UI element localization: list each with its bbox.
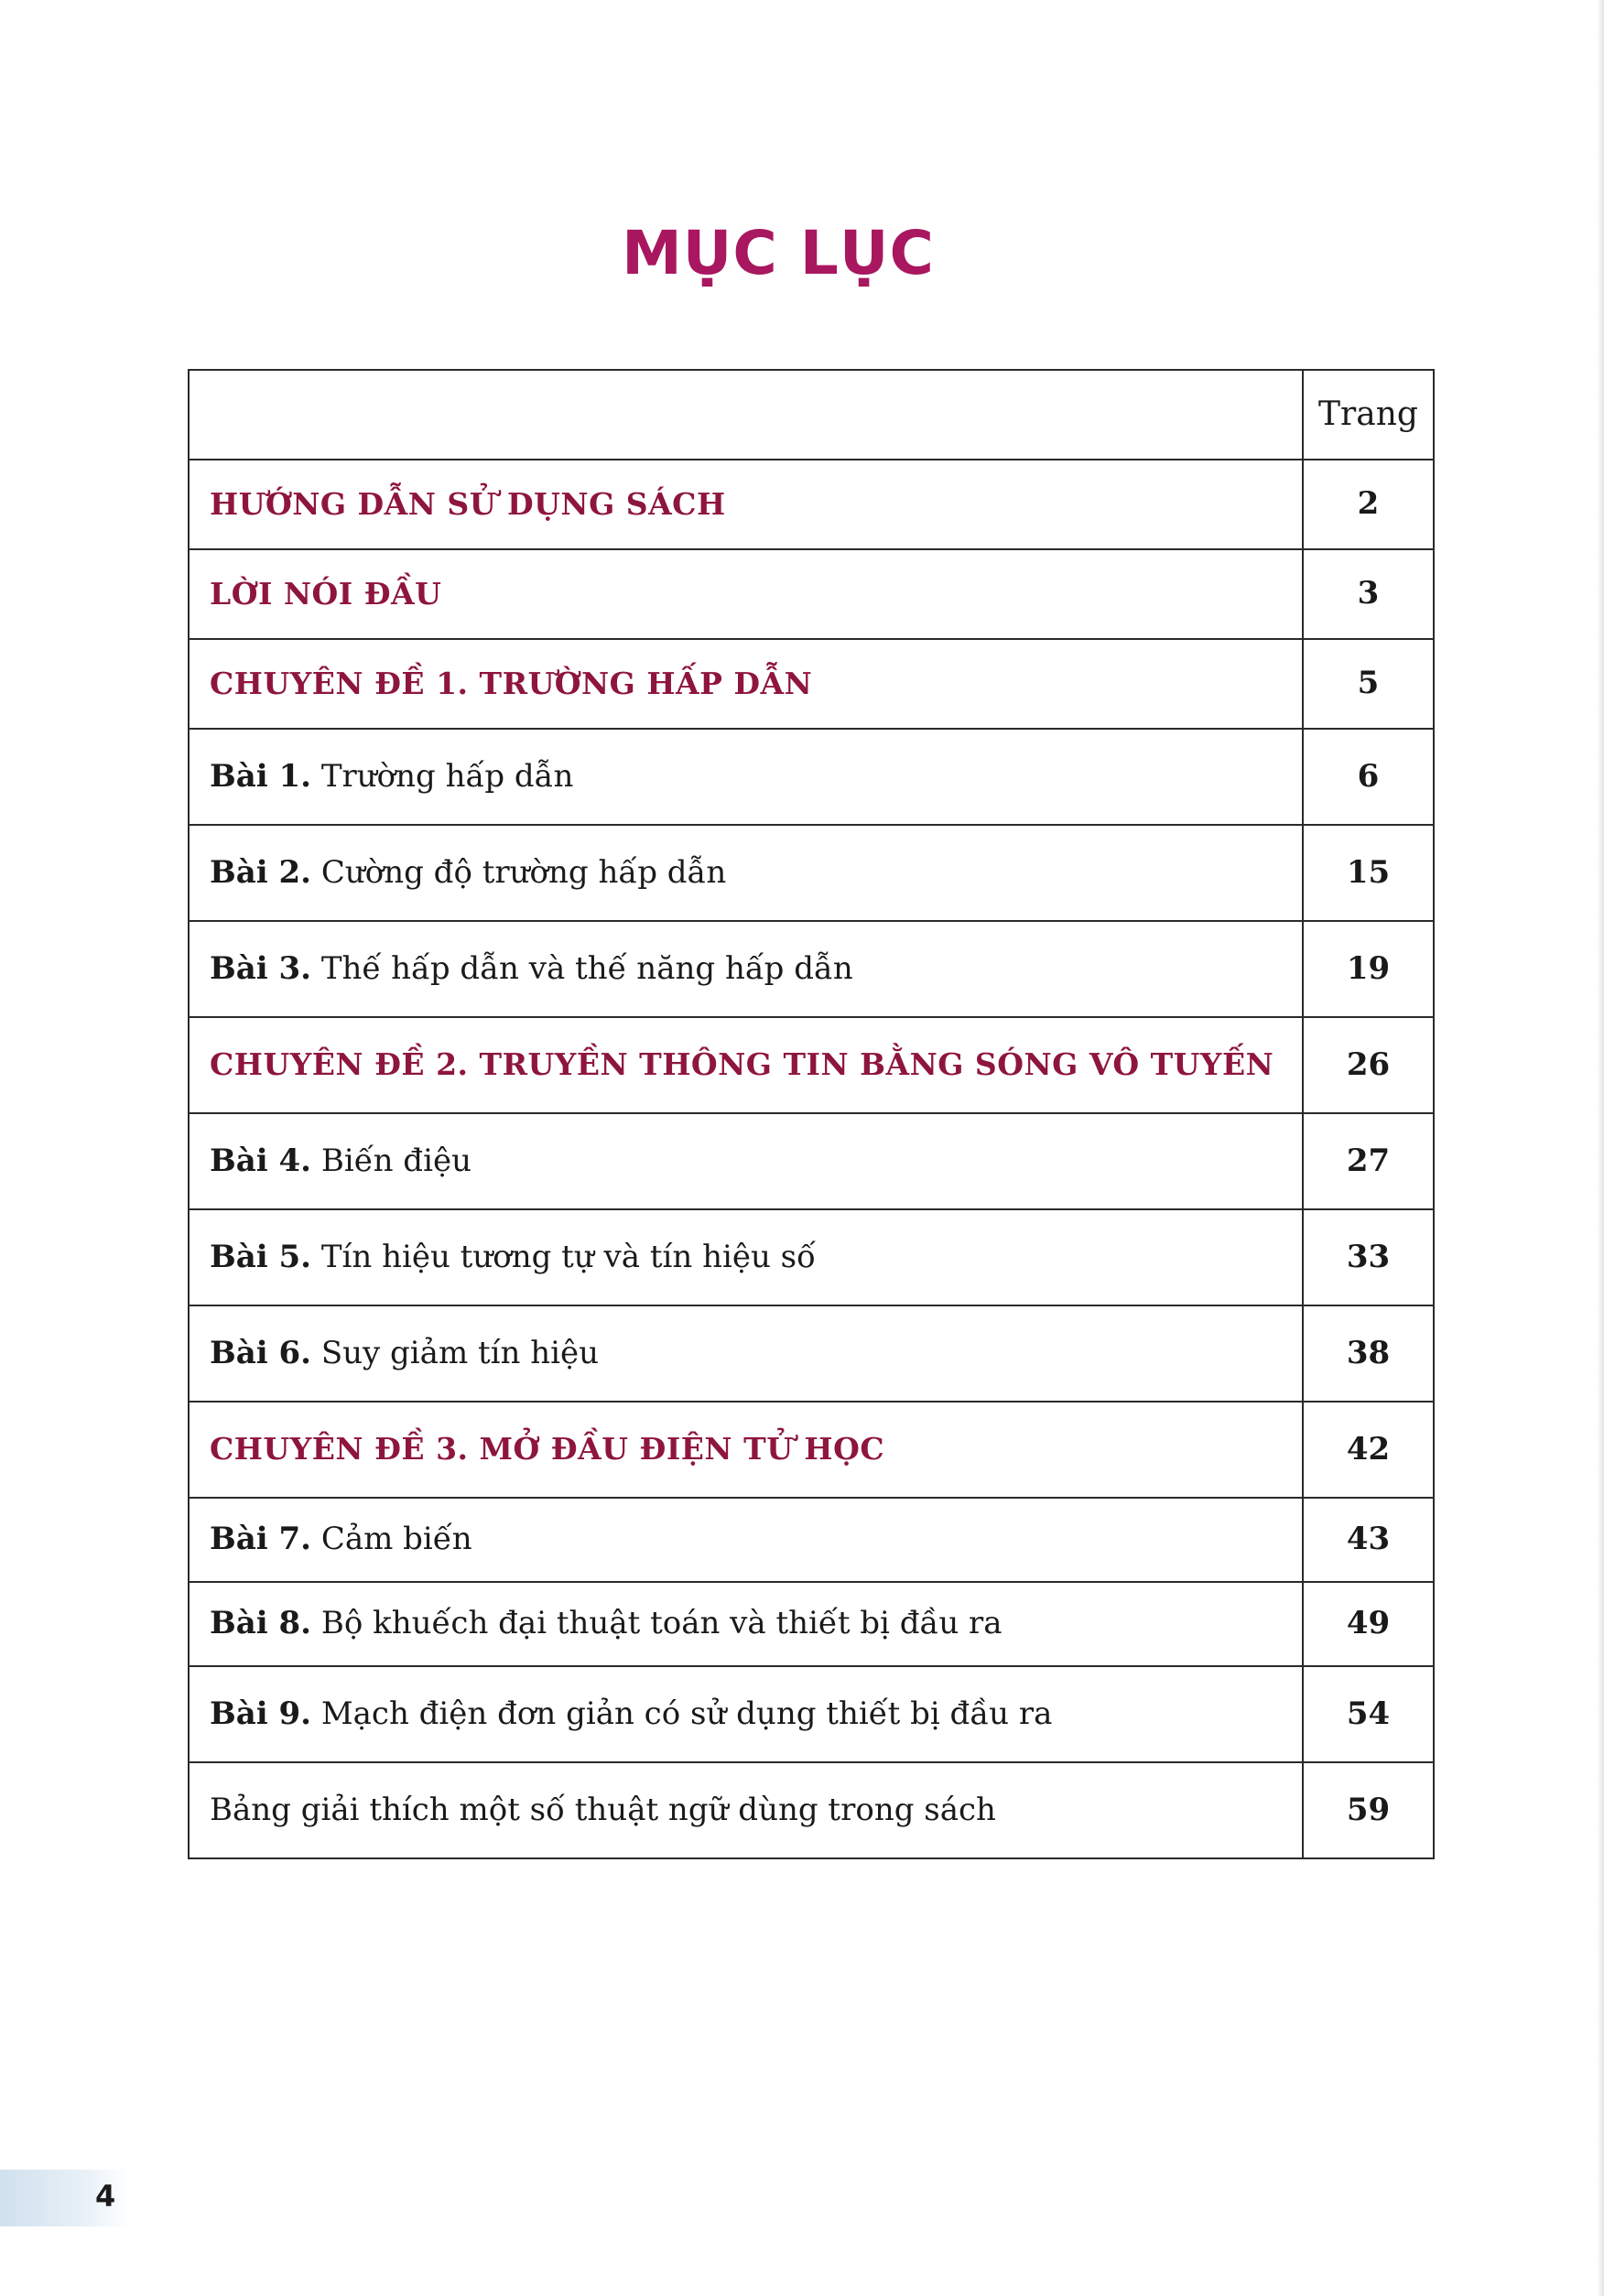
toc-row[interactable]: [189, 921, 1434, 1017]
lesson-number: Bài 2.: [210, 853, 312, 891]
lesson-title: Suy giảm tín hiệu: [320, 1334, 600, 1371]
toc-entry-title: [189, 1666, 1303, 1762]
toc-entry-title: [189, 1582, 1303, 1666]
toc-entry-title: [189, 1209, 1303, 1305]
toc-entry-page: 42: [1303, 1402, 1434, 1498]
toc-entry-title: Bảng giải thích một số thuật ngữ dùng trong sách: [189, 1762, 1303, 1858]
toc-row[interactable]: [189, 1402, 1434, 1498]
toc-header-row: [189, 370, 1434, 460]
toc-entry-page: 27: [1303, 1113, 1434, 1209]
toc-row[interactable]: [189, 1305, 1434, 1402]
page-title: MỤC LỤC: [622, 218, 935, 288]
lesson-number: Bài 3.: [210, 949, 312, 987]
toc-row[interactable]: [189, 1017, 1434, 1113]
toc-row[interactable]: [189, 1582, 1434, 1666]
toc-row[interactable]: [189, 1209, 1434, 1305]
toc-entry-title: LỜI NÓI ĐẦU: [189, 549, 1303, 639]
toc-entry-title: [189, 1113, 1303, 1209]
toc-entry-title: [189, 825, 1303, 921]
toc-row[interactable]: [189, 1113, 1434, 1209]
toc-header-title-cell: [189, 370, 1303, 460]
page-edge-shadow: [1597, 0, 1604, 2296]
toc-entry-title: [189, 1498, 1303, 1582]
toc-row[interactable]: [189, 825, 1434, 921]
toc-row[interactable]: [189, 729, 1434, 825]
lesson-title: Thế hấp dẫn và thế năng hấp dẫn: [320, 949, 853, 987]
table-of-contents: [188, 369, 1435, 1859]
lesson-title: Bộ khuếch đại thuật toán và thiết bị đầu ra: [320, 1605, 1002, 1642]
toc-header-page: Trang: [1303, 370, 1434, 460]
toc-row[interactable]: [189, 460, 1434, 549]
toc-entry-page: 59: [1303, 1762, 1434, 1858]
toc-row[interactable]: [189, 1666, 1434, 1762]
toc-row[interactable]: [189, 549, 1434, 639]
lesson-number: Bài 9.: [210, 1695, 312, 1732]
toc-entry-page: 38: [1303, 1305, 1434, 1402]
lesson-title: Tín hiệu tương tự và tín hiệu số: [320, 1238, 816, 1275]
lesson-title: Cường độ trường hấp dẫn: [320, 853, 727, 891]
toc-entry-title: CHUYÊN ĐỀ 3. MỞ ĐẦU ĐIỆN TỬ HỌC: [189, 1402, 1303, 1498]
lesson-number: Bài 1.: [210, 757, 312, 795]
toc-entry-page: 3: [1303, 549, 1434, 639]
lesson-number: Bài 5.: [210, 1238, 312, 1275]
lesson-title: Cảm biến: [320, 1521, 472, 1558]
toc-entry-page: 6: [1303, 729, 1434, 825]
toc-entry-title: [189, 921, 1303, 1017]
toc-entry-page: 54: [1303, 1666, 1434, 1762]
toc-entry-title: HƯỚNG DẪN SỬ DỤNG SÁCH: [189, 460, 1303, 549]
lesson-number: Bài 6.: [210, 1334, 312, 1371]
toc-entry-title: [189, 729, 1303, 825]
lesson-title: Trường hấp dẫn: [320, 757, 574, 795]
toc-entry-title: CHUYÊN ĐỀ 1. TRƯỜNG HẤP DẪN: [189, 639, 1303, 729]
toc-entry-page: 2: [1303, 460, 1434, 549]
toc-entry-page: 26: [1303, 1017, 1434, 1113]
toc-entry-page: 19: [1303, 921, 1434, 1017]
toc-entry-page: 15: [1303, 825, 1434, 921]
lesson-number: Bài 7.: [210, 1521, 312, 1558]
toc-entry-title: [189, 1305, 1303, 1402]
page-number: 4: [95, 2179, 116, 2214]
lesson-title: Biến điệu: [320, 1142, 471, 1179]
lesson-title: Mạch điện đơn giản có sử dụng thiết bị đầu ra: [320, 1695, 1053, 1732]
toc-row[interactable]: [189, 1498, 1434, 1582]
toc-entry-page: 5: [1303, 639, 1434, 729]
lesson-number: Bài 4.: [210, 1142, 312, 1179]
toc-entry-page: 49: [1303, 1582, 1434, 1666]
toc-entry-page: 43: [1303, 1498, 1434, 1582]
lesson-number: Bài 8.: [210, 1605, 312, 1642]
toc-entry-title: CHUYÊN ĐỀ 2. TRUYỀN THÔNG TIN BẰNG SÓNG VÔ TUYẾN: [189, 1017, 1303, 1113]
toc-entry-page: 33: [1303, 1209, 1434, 1305]
toc-row[interactable]: [189, 1762, 1434, 1858]
toc-row[interactable]: [189, 639, 1434, 729]
